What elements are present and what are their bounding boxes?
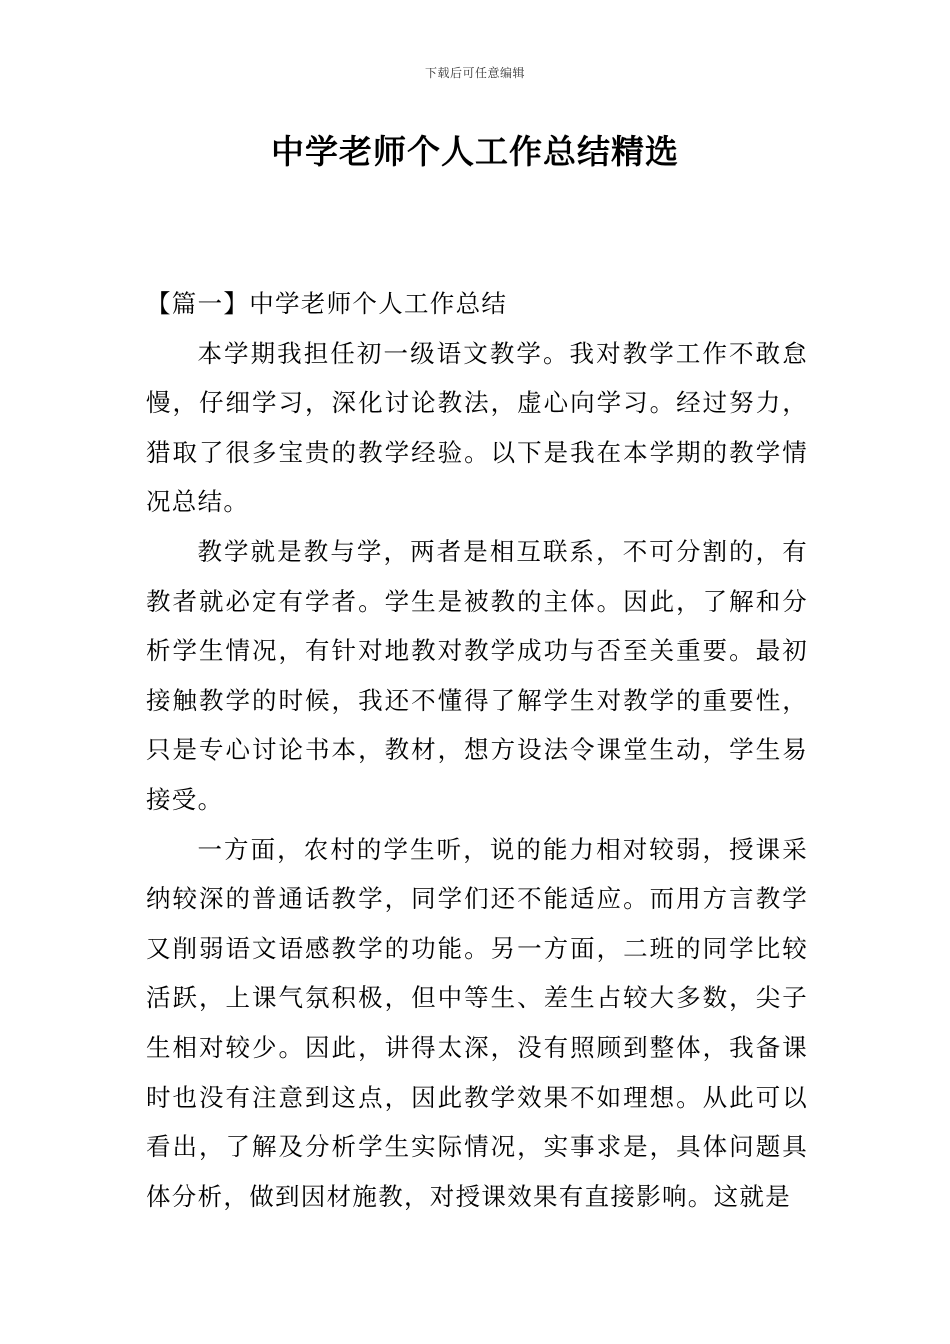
section-heading: 【篇一】中学老师个人工作总结 [146,289,508,318]
header-note: 下载后可任意编辑 [424,66,525,80]
paragraph: 一方面，农村的学生听，说的能力相对较弱，授课采纳较深的普通话教学，同学们还不能适应。而用方言教学又削弱语文语感教学的功能。另一方面，二班的同学比较活跃，上课气氛积极，但中等生、差生占较大多数，尖子生相对较少。因此，讲得太深，没有照顾到整体，我备课时也没有注意到这点，因此教学效果不如理想。从此可以看出，了解及分析学生实际情况，实事求是，具体问题具体分析，做到因材施教，对授课效果有直接影响。这就是 [146,834,808,1211]
paragraph: 教学就是教与学，两者是相互联系，不可分割的，有教者就必定有学者。学生是被教的主体。因此，了解和分析学生情况，有针对地教对教学成功与否至关重要。最初接触教学的时候，我还不懂得了解学生对教学的重要性，只是专心讨论书本，教材，想方设法令课堂生动，学生易接受。 [146,536,808,814]
document-title: 中学老师个人工作总结精选 [271,132,679,171]
document-body [146,279,808,1221]
paragraph: 本学期我担任初一级语文教学。我对教学工作不敢怠慢，仔细学习，深化讨论教法，虚心向学习。经过努力，猎取了很多宝贵的教学经验。以下是我在本学期的教学情况总结。 [146,338,808,517]
